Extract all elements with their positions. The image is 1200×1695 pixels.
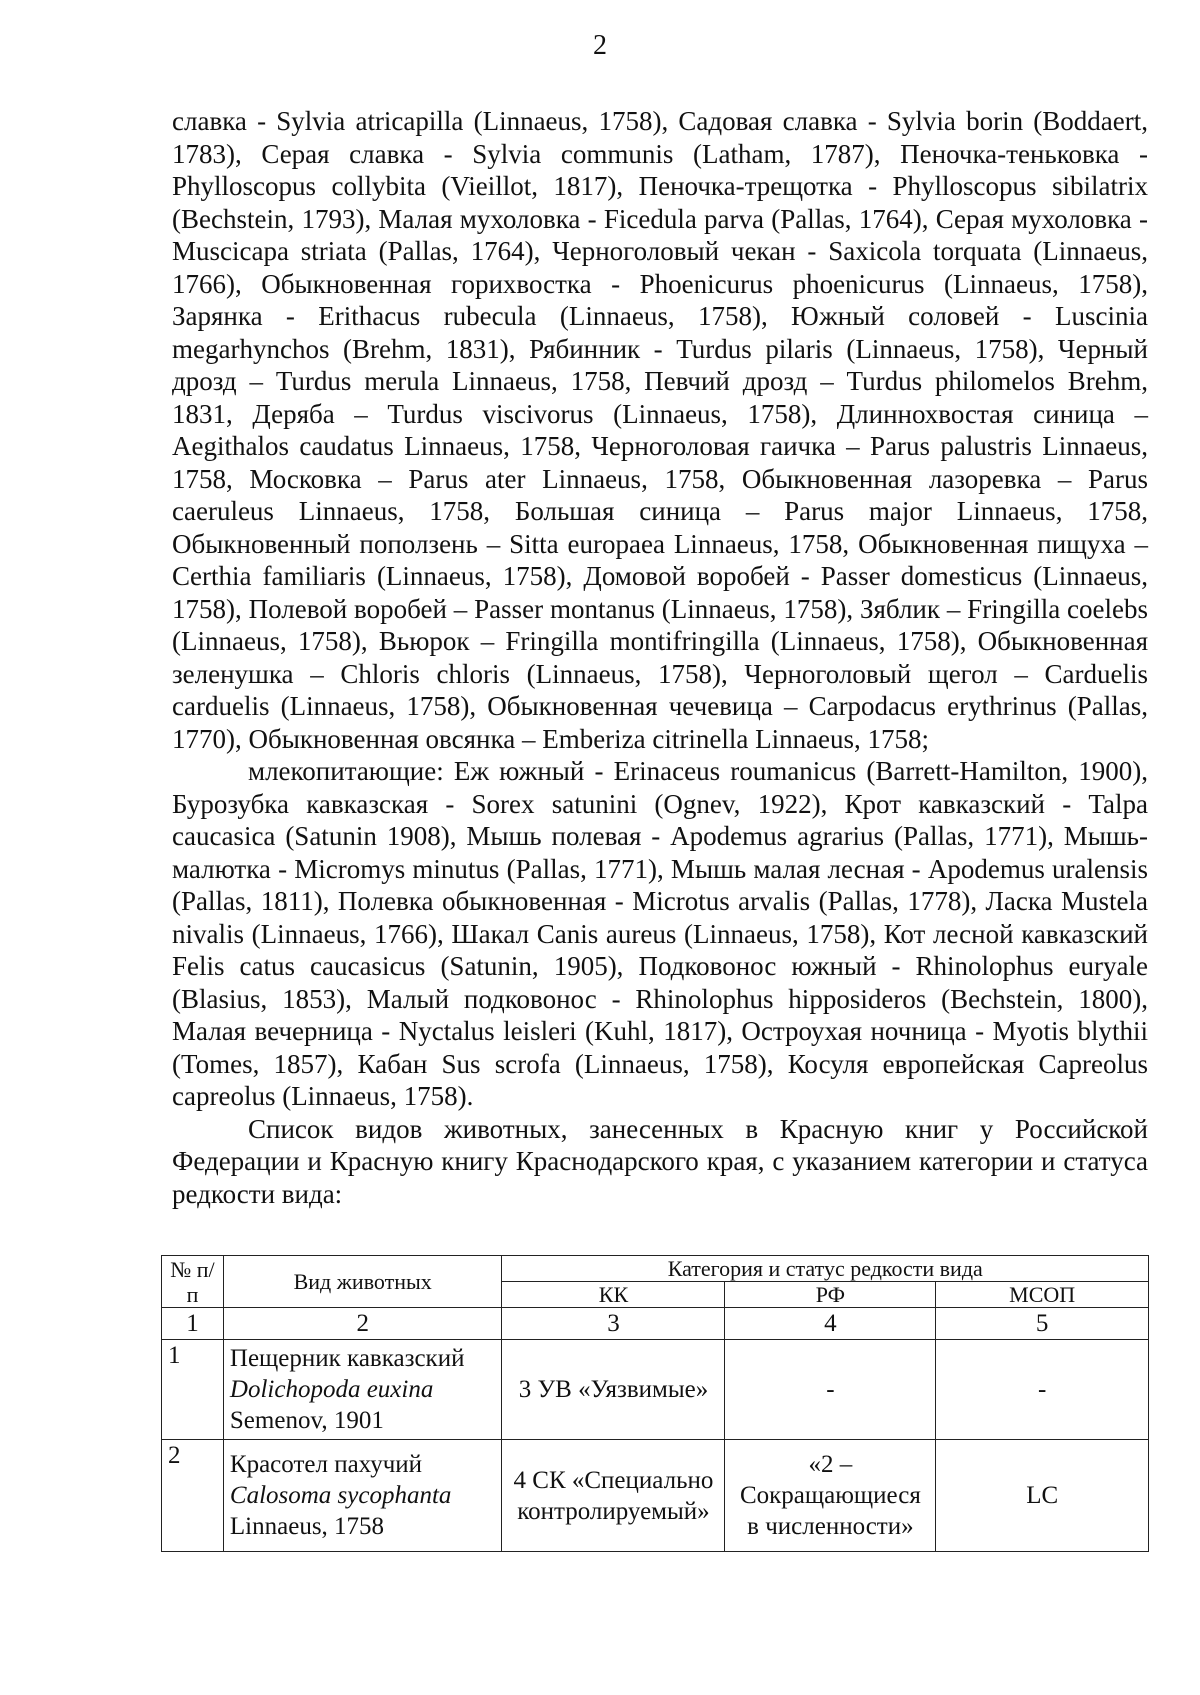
rf-status: - [725, 1340, 936, 1440]
kk-status: 4 СК «Специально контролируемый» [502, 1440, 725, 1552]
rf-status: «2 – Сокращающиеся в численности» [725, 1440, 936, 1552]
page-number: 2 [593, 30, 607, 61]
header-kk: КК [502, 1282, 725, 1308]
species-common-name: Красотел пахучий [229, 1451, 423, 1478]
table-row [162, 1440, 1149, 1552]
header-rf: РФ [725, 1282, 936, 1308]
birds-paragraph: славка - Sylvia atricapilla (Linnaeus, 1758), Садовая славка - Sylvia borin (Boddaert, 1783), Серая славка - Sylvia communis (Latham, 1787), Пеночка-теньковка - Phylloscopus collybita (Vieillot, 1817), Пеночка-трещотка - Phylloscopus sibilatrix (Bechstein, 1793), Малая мухоловка - Ficedula parva (Pallas, 1764), Серая мухоловка - Muscicapa striata (Pallas, 1764), Черноголовый чекан - Saxicola torquata (Linnaeus, 1766), Обыкновенная горихвостка - Phoenicurus phoenicurus (Linnaeus, 1758), Зарянка - Erithacus rubecula (Linnaeus, 1758), Южный соловей - Luscinia megarhynchos (Brehm, 1831), Рябинник - Turdus pilaris (Linnaeus, 1758), Черный дрозд – Turdus merula Linnaeus, 1758, Певчий дрозд – Turdus philomelos Brehm, 1831, Деряба – Turdus viscivorus (Linnaeus, 1758), Длиннохвостая синица – Aegithalos caudatus Linnaeus, 1758, Черноголовая гаичка – Parus palustris Linnaeus, 1758, Московка – Parus ater Linnaeus, 1758, Обыкновенная лазоревка – Parus caeruleus Linnaeus, 1758, Большая синица – Parus major Linnaeus, 1758, Обыкновенный поползень – Sitta europaea Linnaeus, 1758, Обыкновенная пищуха – Certhia familiaris (Linnaeus, 1758), Домовой воробей - Passer domesticus (Linnaeus, 1758), Полевой воробей – Passer montanus (Linnaeus, 1758), Зяблик – Fringilla coelebs (Linnaeus, 1758), Вьюрок – Fringilla montifringilla (Linnaeus, 1758), Обыкновенная зеленушка – Chloris chloris (Linnaeus, 1758), Черноголовый щегол – Carduelis carduelis (Linnaeus, 1758), Обыкновенная чечевица – Carpodacus erythrinus (Pallas, 1770), Обыкновенная овсянка – Emberiza citrinella Linnaeus, 1758; [172, 106, 1148, 754]
column-number: 5 [936, 1308, 1149, 1340]
species-author: Semenov, 1901 [229, 1407, 384, 1434]
column-number: 2 [223, 1308, 502, 1340]
species-common-name: Пещерник кавказский [229, 1345, 465, 1372]
species-latin-name: Dolichopoda euxina [229, 1376, 434, 1403]
document-body [172, 105, 1148, 1210]
species-cell [223, 1340, 502, 1440]
table-header-row [162, 1256, 1149, 1282]
row-number: 2 [162, 1440, 224, 1552]
header-category-group: Категория и статус редкости вида [502, 1256, 1149, 1282]
row-number: 1 [162, 1340, 224, 1440]
red-book-intro-paragraph: Список видов животных, занесенных в Красную книг у Российской Федерации и Красную книгу Краснодарского края, с указанием категории и статуса редкости вида: [172, 1113, 1148, 1209]
species-latin-name: Calosoma sycophanta [229, 1482, 452, 1509]
red-book-species-table [161, 1255, 1149, 1552]
header-msop: МСОП [936, 1282, 1149, 1308]
table-row [162, 1340, 1149, 1440]
msop-status: LC [936, 1440, 1149, 1552]
msop-status: - [936, 1340, 1149, 1440]
column-number: 3 [502, 1308, 725, 1340]
header-number: № п/п [162, 1256, 224, 1308]
species-cell [223, 1440, 502, 1552]
mammals-paragraph: млекопитающие: Еж южный - Erinaceus roumanicus (Barrett-Hamilton, 1900), Бурозубка кавказская - Sorex satunini (Ognev, 1922), Крот кавказский - Talpa caucasica (Satunin 1908), Мышь полевая - Apodemus agrarius (Pallas, 1771), Мышь-малютка - Micromys minutus (Pallas, 1771), Мышь малая лесная - Apodemus uralensis (Pallas, 1811), Полевка обыкновенная - Microtus arvalis (Pallas, 1778), Ласка Mustela nivalis (Linnaeus, 1766), Шакал Canis aureus (Linnaeus, 1758), Кот лесной кавказский Felis catus caucasicus (Satunin, 1905), Подковонос южный - Rhinolophus euryale (Blasius, 1853), Малый подковонос - Rhinolophus hipposideros (Bechstein, 1800), Малая вечерница - Nyctalus leisleri (Kuhl, 1817), Остроухая ночница - Myotis blythii (Tomes, 1857), Кабан Sus scrofa (Linnaeus, 1758), Косуля европейская Capreolus capreolus (Linnaeus, 1758). [172, 756, 1148, 1111]
column-number: 4 [725, 1308, 936, 1340]
species-author: Linnaeus, 1758 [229, 1513, 385, 1540]
column-number-row [162, 1308, 1149, 1340]
header-species: Вид животных [223, 1256, 502, 1308]
kk-status: 3 УВ «Уязвимые» [502, 1340, 725, 1440]
column-number: 1 [162, 1308, 224, 1340]
